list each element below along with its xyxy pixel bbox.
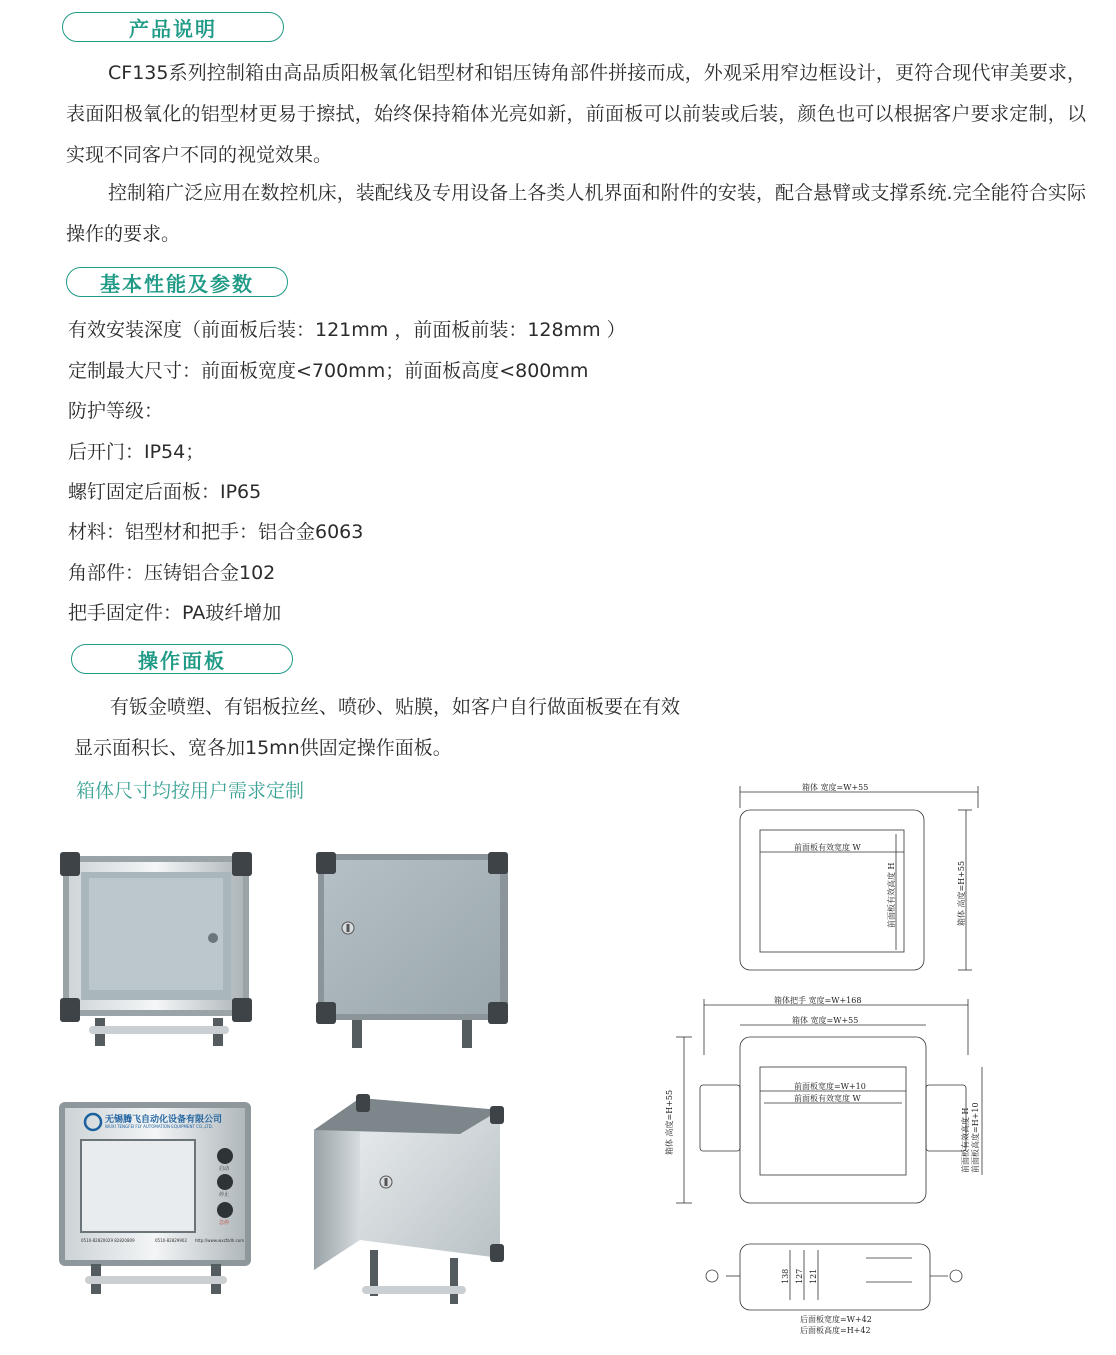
drawing2-box-width-dim: 箱体 宽度=W+55 bbox=[792, 1016, 859, 1025]
spec-line: 有效安装深度（前面板后装：121mm ，前面板前装：128mm ） bbox=[68, 319, 626, 341]
photo-angled-enclosure bbox=[310, 1090, 510, 1310]
drawing3-depth-121: 121 bbox=[809, 1268, 818, 1284]
panel-button-stop-label: 停止 bbox=[219, 1192, 230, 1198]
drawing3-depth-127: 127 bbox=[795, 1268, 804, 1284]
section-title-panel bbox=[71, 644, 293, 674]
section-title-specs bbox=[66, 267, 288, 297]
panel-website: http://www.wxzfzdh.com bbox=[195, 1238, 245, 1243]
drawing1-top-dim: 箱体 宽度=W+55 bbox=[802, 783, 869, 792]
drawing3-rear-height-dim: 后面板高度=H+42 bbox=[800, 1326, 871, 1335]
panel-line-2: 显示面积长、宽各加15mn供固定操作面板。 bbox=[74, 737, 452, 759]
panel-company-name: 无锡腾飞自动化设备有限公司 bbox=[105, 1115, 223, 1125]
spec-line: 材料：铝型材和把手：铝合金6063 bbox=[68, 521, 364, 543]
drawing3-depth-138: 138 bbox=[781, 1268, 790, 1284]
section-title-intro-text: 产品说明 bbox=[129, 16, 217, 41]
drawing2-panel-width-dim: 前面板宽度=W+10 bbox=[794, 1082, 866, 1091]
drawing2-effective-height-dim: 前面板有效高度 H bbox=[961, 1107, 970, 1173]
spec-line: 后开门：IP54； bbox=[68, 441, 205, 463]
panel-button-emergency-label: 急停 bbox=[219, 1220, 230, 1226]
drawing3-rear-width-dim: 后面板宽度=W+42 bbox=[800, 1315, 872, 1324]
drawing-handle-view bbox=[664, 995, 984, 1215]
spec-line: 把手固定件：PA玻纤增加 bbox=[68, 602, 282, 624]
drawing2-box-height-dim: 箱体 高度=H+55 bbox=[665, 1089, 674, 1155]
drawing1-inner-vertical-dim: 前面板有效高度 H bbox=[887, 862, 896, 928]
panel-tel: 0510-82820029 82820809 bbox=[81, 1238, 135, 1243]
photo-open-enclosure bbox=[55, 850, 255, 1050]
section-title-panel-text: 操作面板 bbox=[138, 648, 226, 673]
spec-line: 角部件：压铸铝合金102 bbox=[68, 562, 276, 584]
drawing-front-view bbox=[728, 778, 988, 978]
drawing1-right-vertical-dim: 箱体 高度=H+55 bbox=[957, 860, 966, 926]
custom-size-note: 箱体尺寸均按用户需求定制 bbox=[76, 780, 305, 802]
intro-paragraph-2: 控制箱广泛应用在数控机床，装配线及专用设备上各类人机界面和附件的安装，配合悬臂或支撑系统.完全能符合实际操作的要求。 bbox=[66, 182, 1086, 245]
photo-closed-enclosure bbox=[312, 850, 512, 1050]
drawing1-inner-dim: 前面板有效宽度 W bbox=[794, 843, 861, 852]
panel-line-1: 有钣金喷塑、有铝板拉丝、喷砂、贴膜，如客户自行做面板要在有效 bbox=[110, 696, 681, 718]
section-title-intro bbox=[62, 12, 284, 42]
spec-line: 螺钉固定后面板：IP65 bbox=[68, 481, 262, 503]
spec-line: 定制最大尺寸：前面板宽度<700mm；前面板高度<800mm bbox=[68, 360, 589, 382]
panel-button-start-label: 启动 bbox=[219, 1166, 230, 1172]
intro-paragraph-1: CF135系列控制箱由高品质阳极氧化铝型材和铝压铸角部件拼接而成，外观采用窄边框设计，更符合现代审美要求，表面阳极氧化的铝型材更易于擦拭，始终保持箱体光亮如新，前面板可以前装或后装，颜色也可以根据客户要求定制，以实现不同客户不同的视觉效果。 bbox=[66, 62, 1086, 166]
drawing2-panel-height-dim: 前面板高度=H+10 bbox=[971, 1102, 980, 1173]
drawing2-handle-width-dim: 箱体把手 宽度=W+168 bbox=[774, 996, 862, 1005]
drawing2-effective-width-dim: 前面板有效宽度 W bbox=[794, 1094, 861, 1103]
spec-line: 防护等级： bbox=[68, 400, 164, 422]
photo-operating-panel bbox=[55, 1100, 255, 1296]
panel-fax: 0510-82829902 bbox=[155, 1238, 187, 1243]
section-title-specs-text: 基本性能及参数 bbox=[100, 271, 254, 296]
drawing-side-view bbox=[700, 1236, 980, 1336]
panel-company-english: WUXI TENGFEI FLY AUTOMATION EQUIPMENT CO.,LTD. bbox=[105, 1124, 213, 1129]
